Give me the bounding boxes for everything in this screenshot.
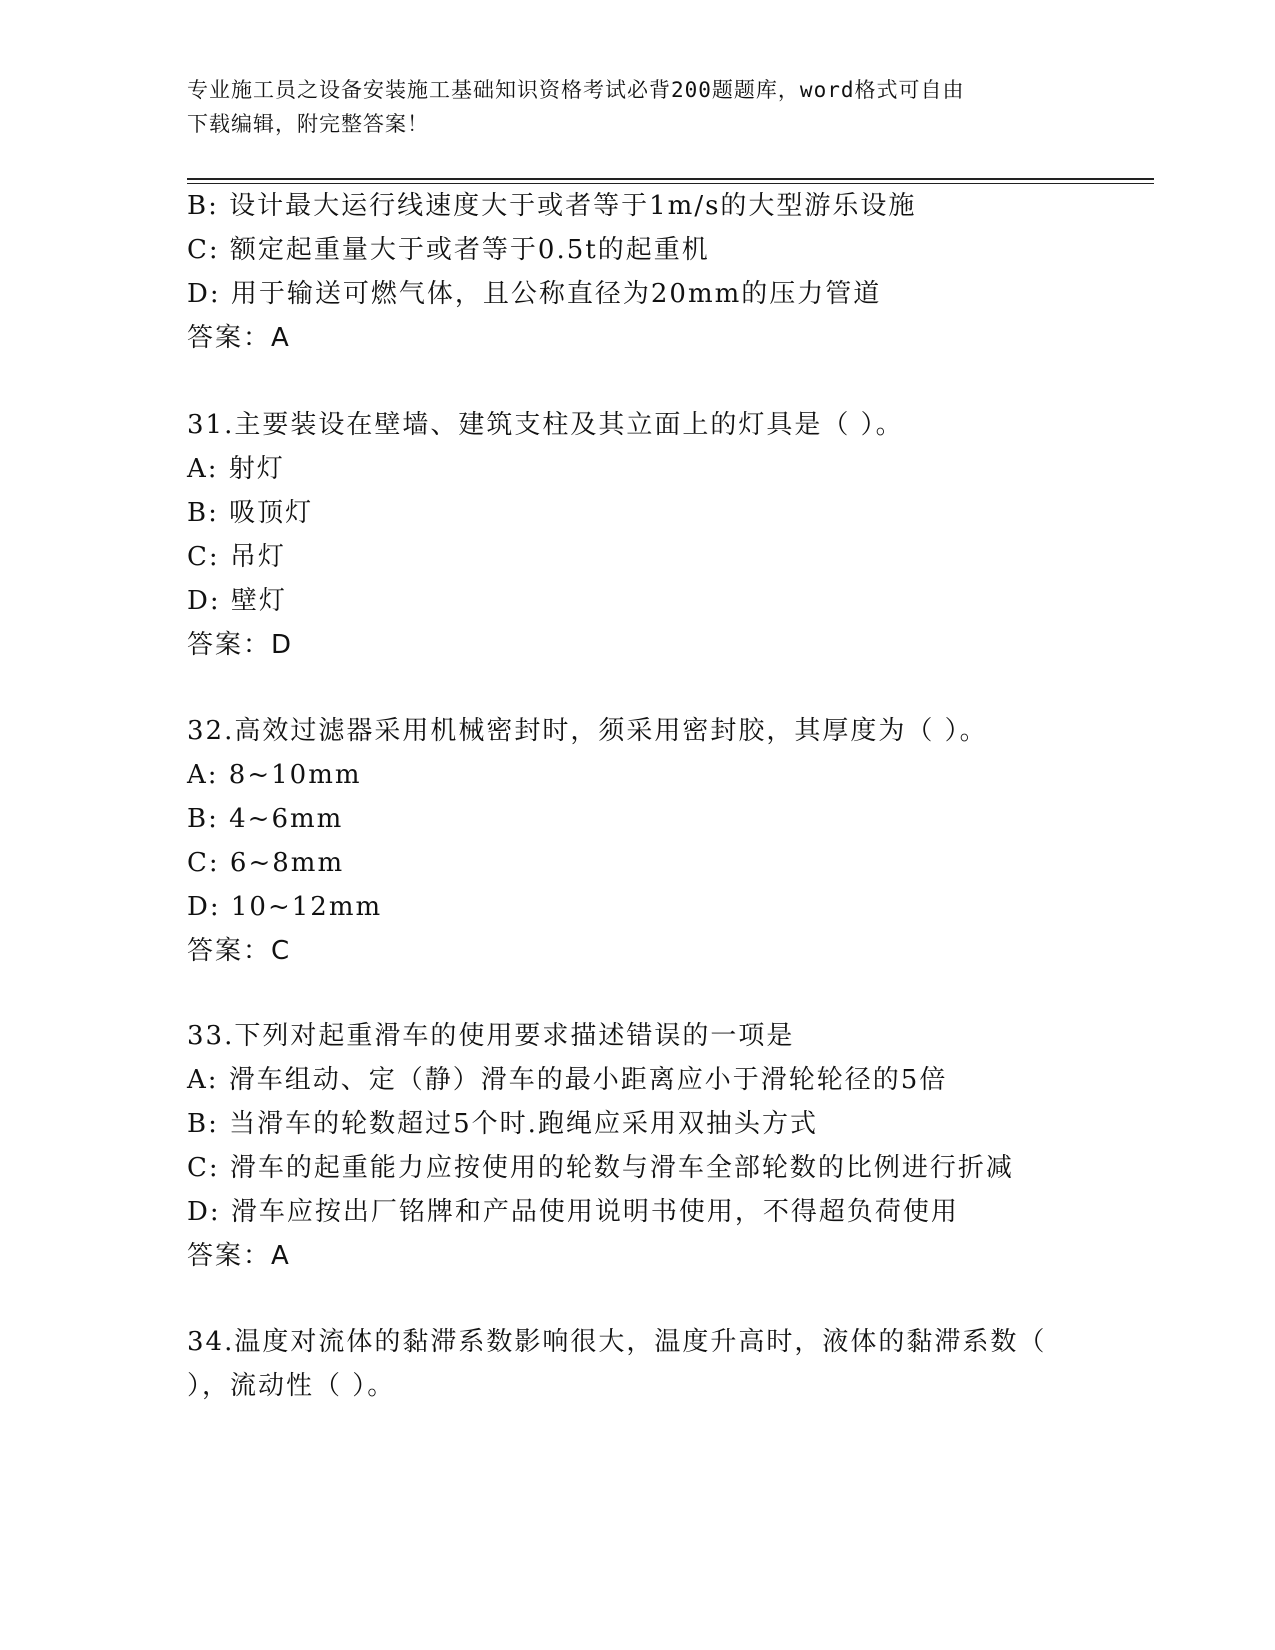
question-31-option-b: B: 吸顶灯	[187, 498, 314, 528]
header-rule-thin	[187, 183, 1154, 184]
header-line-2: 下载编辑，附完整答案！	[187, 112, 429, 136]
prev-answer: 答案：A	[187, 323, 291, 353]
question-32-stem: 32.高效过滤器采用机械密封时，须采用密封胶，其厚度为（ ）。	[187, 716, 988, 746]
question-33-option-a: A: 滑车组动、定（静）滑车的最小距离应小于滑轮轮径的5倍	[187, 1065, 948, 1095]
prev-option-d: D: 用于输送可燃气体，且公称直径为20mm的压力管道	[187, 279, 882, 309]
prev-option-b: B: 设计最大运行线速度大于或者等于1m/s的大型游乐设施	[187, 191, 917, 221]
question-34-stem: 34.温度对流体的黏滞系数影响很大，温度升高时，液体的黏滞系数（	[187, 1327, 1047, 1357]
document-header	[187, 73, 1067, 141]
question-32-option-b: B: 4~6mm	[187, 804, 344, 834]
prev-option-c: C: 额定起重量大于或者等于0.5t的起重机	[187, 235, 710, 265]
question-31-option-d: D: 壁灯	[187, 586, 287, 616]
question-32-option-c: C: 6~8mm	[187, 848, 345, 878]
question-33-option-d: D: 滑车应按出厂铭牌和产品使用说明书使用，不得超负荷使用	[187, 1197, 959, 1227]
question-31-stem: 31.主要装设在壁墙、建筑支柱及其立面上的灯具是（ ）。	[187, 410, 904, 440]
header-line-1: 专业施工员之设备安装施工基础知识资格考试必背200题题库，word格式可自由	[187, 78, 965, 102]
question-33-answer: 答案：A	[187, 1241, 291, 1271]
question-31-answer: 答案：D	[187, 630, 294, 660]
question-33-stem: 33.下列对起重滑车的使用要求描述错误的一项是	[187, 1021, 795, 1051]
question-32-option-d: D: 10~12mm	[187, 892, 383, 922]
header-rule-thick	[187, 178, 1154, 180]
question-33-option-b: B: 当滑车的轮数超过5个时.跑绳应采用双抽头方式	[187, 1109, 818, 1139]
question-32-answer: 答案：C	[187, 936, 292, 966]
question-34-stem-continued: ），流动性（ ）。	[187, 1371, 396, 1401]
question-33-option-c: C: 滑车的起重能力应按使用的轮数与滑车全部轮数的比例进行折减	[187, 1153, 1014, 1183]
question-31-option-c: C: 吊灯	[187, 542, 286, 572]
question-31-option-a: A: 射灯	[187, 454, 285, 484]
question-32-option-a: A: 8~10mm	[187, 760, 362, 790]
